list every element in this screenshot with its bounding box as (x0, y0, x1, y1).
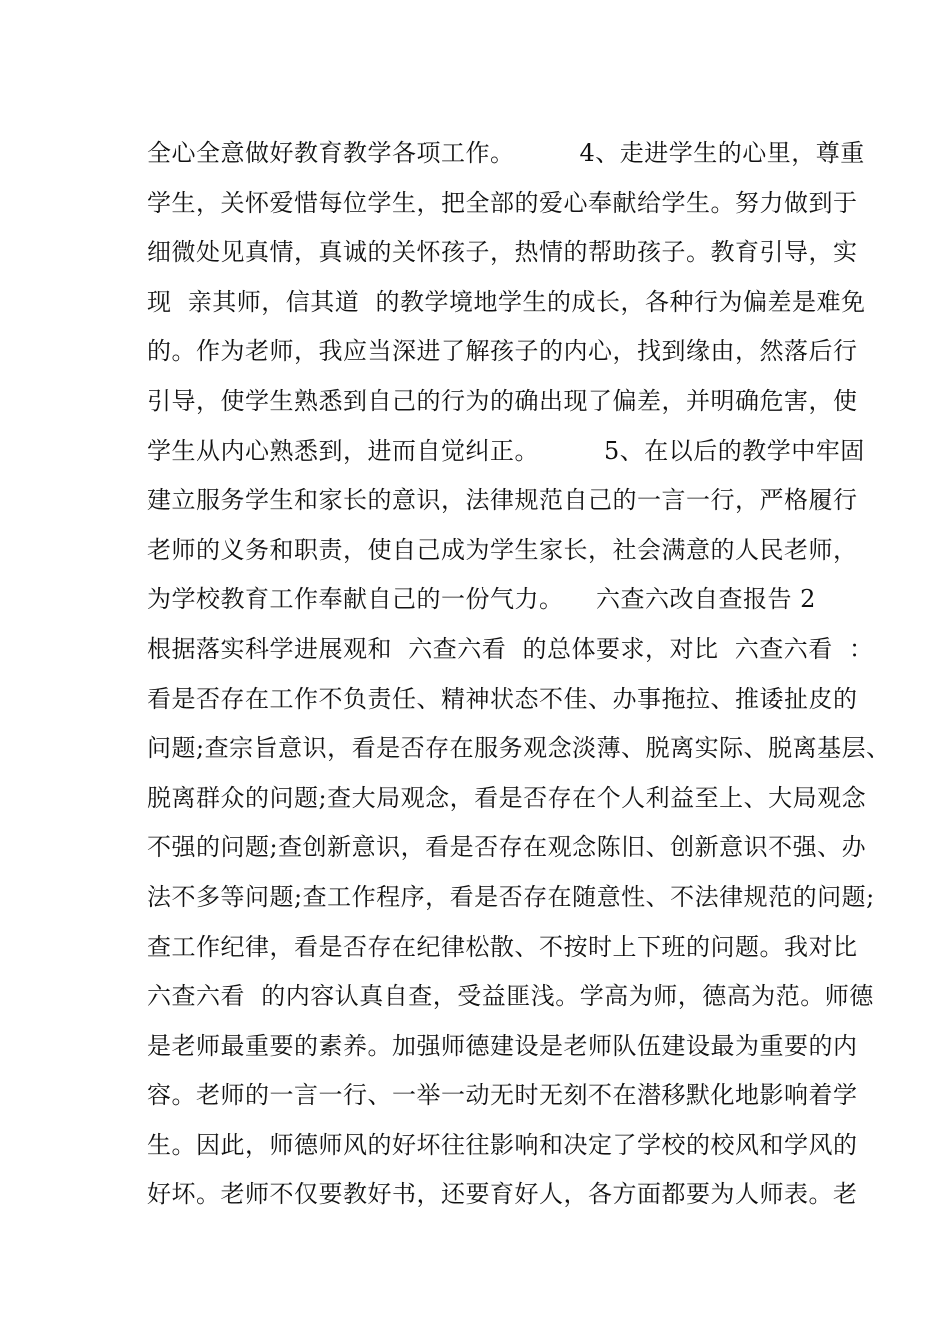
text-line: 的。作为老师，我应当深进了解孩子的内心，找到缘由，然落后行 (147, 337, 858, 366)
text-line: 好坏。老师不仅要教好书，还要育好人，各方面都要为人师表。老 (147, 1180, 858, 1209)
text-line: 根据落实科学进展观和 六查六看 的总体要求，对比 六查六看 ： (147, 634, 874, 663)
text-line: 为学校教育工作奉献自己的一份气力。 六查六改自查报告 2 (147, 585, 816, 614)
text-line: 细微处见真情，真诚的关怀孩子，热情的帮助孩子。教育引导，实 (147, 238, 858, 267)
text-line: 生。因此，师德师风的好坏往往影响和决定了学校的校风和学风的 (147, 1130, 858, 1159)
text-line: 学生从内心熟悉到，进而自觉纠正。 5、在以后的教学中牢固 (147, 436, 865, 465)
text-line: 容。老师的一言一行、一举一动无时无刻不在潜移默化地影响着学 (147, 1081, 858, 1110)
text-line: 脱离群众的问题;查大局观念，看是否存在个人利益至上、大局观念 (147, 783, 867, 812)
text-line: 建立服务学生和家长的意识，法律规范自己的一言一行，严格履行 (147, 486, 858, 515)
text-line: 老师的义务和职责，使自己成为学生家长，社会满意的人民老师， (147, 535, 858, 564)
text-line: 看是否存在工作不负责任、精神状态不佳、办事拖拉、推诿扯皮的 (147, 684, 858, 713)
text-line: 是老师最重要的素养。加强师德建设是老师队伍建设最为重要的内 (147, 1031, 858, 1060)
body-text (147, 129, 891, 1220)
text-line: 问题;查宗旨意识，看是否存在服务观念淡薄、脱离实际、脱离基层、 (147, 734, 891, 763)
text-line: 全心全意做好教育教学各项工作。 4、走进学生的心里，尊重 (147, 139, 865, 167)
text-line: 引导，使学生熟悉到自己的行为的确出现了偏差，并明确危害，使 (147, 386, 858, 415)
text-line: 学生，关怀爱惜每位学生，把全部的爱心奉献给学生。努力做到于 (147, 188, 858, 217)
text-line: 六查六看 的内容认真自查，受益匪浅。学高为师，德高为范。师德 (147, 982, 874, 1011)
text-line: 法不多等问题;查工作程序，看是否存在随意性、不法律规范的问题; (147, 882, 875, 911)
text-line: 不强的问题;查创新意识，看是否存在观念陈旧、创新意识不强、办 (147, 833, 867, 862)
text-line: 现 亲其师，信其道 的教学境地学生的成长，各种行为偏差是难免 (147, 287, 866, 316)
text-line: 查工作纪律，看是否存在纪律松散、不按时上下班的问题。我对比 (147, 932, 858, 961)
